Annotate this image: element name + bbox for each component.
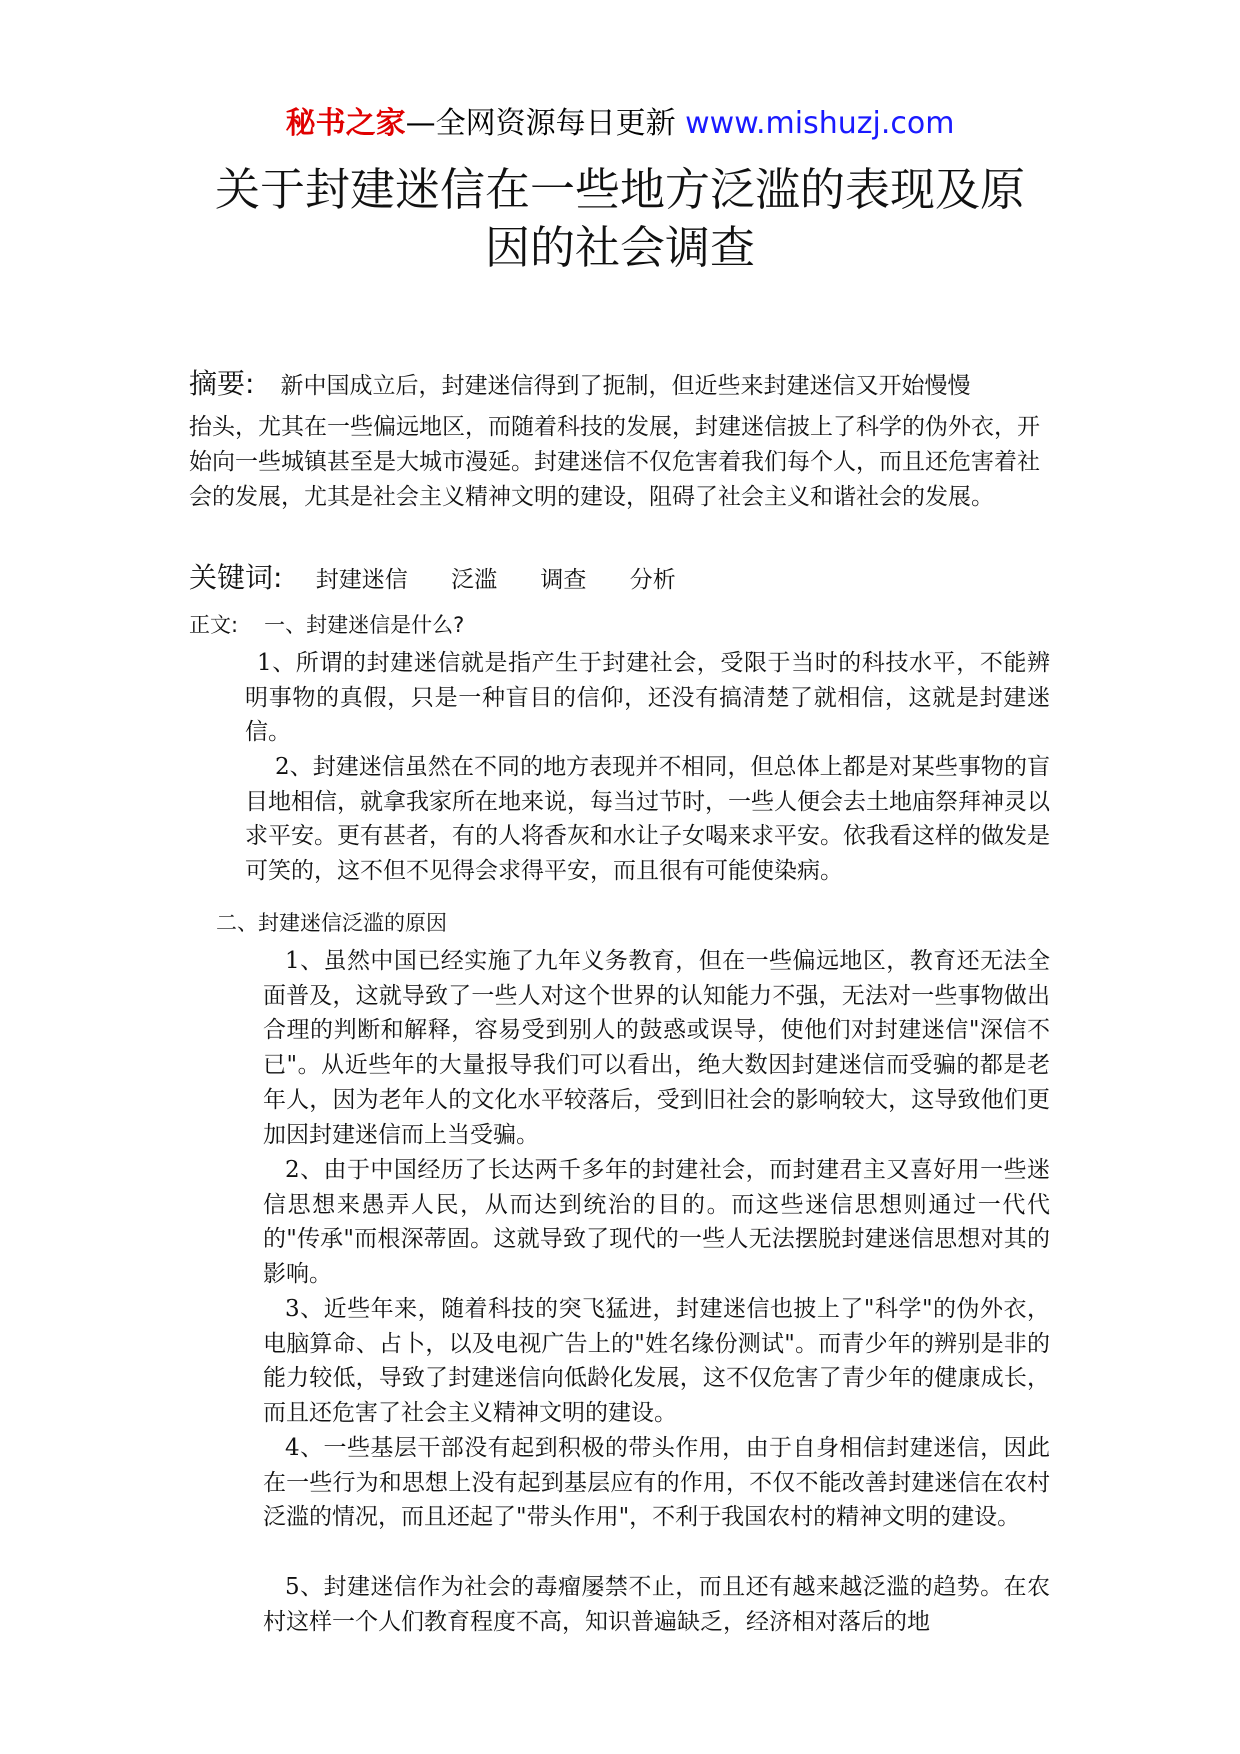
keyword-item: 调查	[540, 567, 587, 593]
keywords-label: 关键词:	[189, 561, 283, 594]
document-title-line-2: 因的社会调查	[484, 221, 755, 274]
abstract-label: 摘要:	[189, 367, 255, 400]
section-2-paragraph: 3、近些年来，随着科技的突飞猛进，封建迷信也披上了"科学"的伪外衣，电脑算命、占卜，以及电视广告上的"姓名缘份测试"。而青少年的辨别是非的能力较低，导致了封建迷信向低龄化发展，这不仅危害了青少年的健康成长，而且还危害了社会主义精神文明的建设。	[263, 1296, 1050, 1427]
section-1-heading: 一、封建迷信是什么?	[264, 613, 465, 637]
keyword-item: 分析	[629, 567, 676, 593]
abstract-first-line	[189, 368, 970, 402]
section-1-paragraph: 2、封建迷信虽然在不同的地方表现并不相同，但总体上都是对某些事物的盲目地相信，就拿我家所在地来说，每当过节时，一些人便会去土地庙祭拜神灵以求平安。更有甚者，有的人将香灰和水让子女喝来求平安。依我看这样的做发是可笑的，这不但不见得会求得平安，而且很有可能使染病。	[245, 754, 1050, 885]
abstract-text: 抬头，尤其在一些偏远地区，而随着科技的发展，封建迷信披上了科学的伪外衣，开始向一些城镇甚至是大城市漫延。封建迷信不仅危害着我们每个人，而且还危害着社会的发展，尤其是社会主义精神文明的建设，阻碍了社会主义和谐社会的发展。	[189, 414, 1040, 510]
keyword-item: 封建迷信	[315, 567, 408, 593]
site-url-link[interactable]: www.mishuzj.com	[685, 106, 955, 141]
section-1-heading-line	[189, 608, 464, 643]
keyword-item: 泛滥	[451, 567, 498, 593]
main-text-label: 正文:	[189, 613, 239, 637]
brand-name: 秘书之家	[285, 106, 406, 141]
header-tagline: —全网资源每日更新	[405, 106, 676, 141]
section-2-heading: 二、封建迷信泛滥的原因	[216, 911, 447, 935]
abstract-text-first: 新中国成立后，封建迷信得到了扼制，但近些来封建迷信又开始慢慢	[280, 373, 971, 399]
keywords-line	[189, 560, 712, 598]
document-title-line-1: 关于封建迷信在一些地方泛滥的表现及原	[214, 163, 1025, 216]
section-1-paragraph: 1、所谓的封建迷信就是指产生于封建社会，受限于当时的科技水平，不能辨明事物的真假，只是一种盲目的信仰，还没有搞清楚了就相信，这就是封建迷信。	[245, 650, 1050, 746]
section-2-paragraph: 2、由于中国经历了长达两千多年的封建社会，而封建君主又喜好用一些迷信思想来愚弄人民，从而达到统治的目的。而这些迷信思想则通过一代代的"传承"而根深蒂固。这就导致了现代的一些人无法摆脱封建迷信思想对其的影响。	[263, 1157, 1050, 1288]
section-2-paragraph: 4、一些基层干部没有起到积极的带头作用，由于自身相信封建迷信，因此在一些行为和思想上没有起到基层应有的作用，不仅不能改善封建迷信在农村泛滥的情况，而且还起了"带头作用"，不利于我国农村的精神文明的建设。	[263, 1435, 1050, 1531]
section-2-paragraph: 1、虽然中国已经实施了九年义务教育，但在一些偏远地区，教育还无法全面普及，这就导致了一些人对这个世界的认知能力不强，无法对一些事物做出合理的判断和解释，容易受到别人的鼓惑或误导，使他们对封建迷信"深信不已"。从近些年的大量报导我们可以看出，绝大数因封建迷信而受骗的都是老年人，因为老年人的文化水平较落后，受到旧社会的影响较大，这导致他们更加因封建迷信而上当受骗。	[263, 948, 1050, 1148]
section-2-paragraph: 5、封建迷信作为社会的毒瘤屡禁不止，而且还有越来越泛滥的趋势。在农村这样一个人们教育程度不高，知识普遍缺乏，经济相对落后的地	[263, 1574, 1050, 1635]
site-header	[0, 104, 1240, 144]
